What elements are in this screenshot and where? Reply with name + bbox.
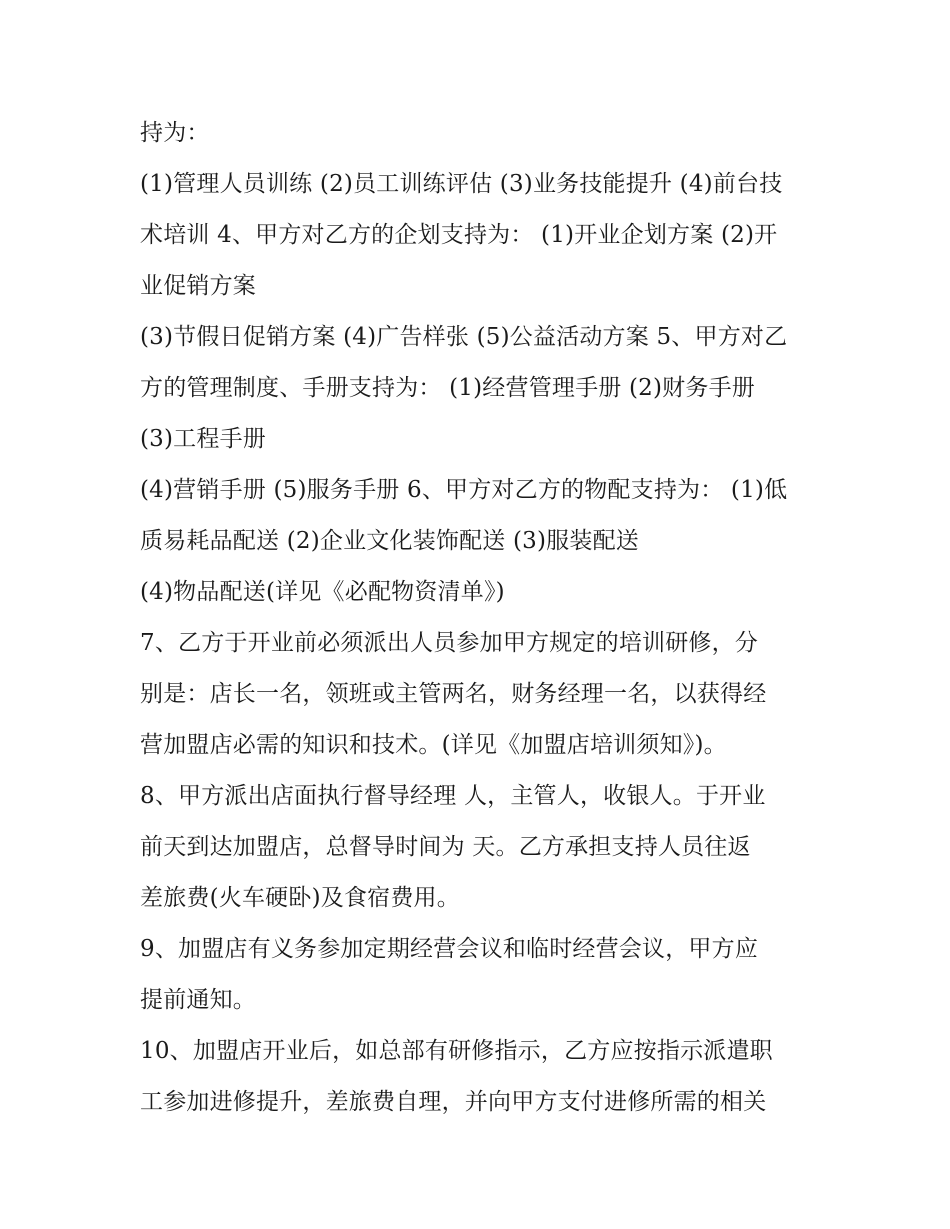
text-line: 工参加进修提升，差旅费自理，并向甲方支付进修所需的相关 bbox=[140, 1089, 767, 1115]
text-line: 9、加盟店有义务参加定期经营会议和临时经营会议，甲方应 bbox=[140, 936, 759, 962]
text-line: 提前通知。 bbox=[140, 987, 256, 1013]
text-line: 差旅费(火车硬卧)及食宿费用。 bbox=[140, 885, 460, 911]
text-line: (3)工程手册 bbox=[140, 426, 266, 452]
text-line: 前天到达加盟店，总督导时间为 天。乙方承担支持人员往返 bbox=[140, 834, 751, 860]
text-line: (4)物品配送(详见《必配物资清单》) bbox=[140, 579, 505, 605]
text-line: 8、甲方派出店面执行督导经理 人，主管人，收银人。于开业 bbox=[140, 783, 766, 809]
text-line: 方的管理制度、手册支持为： (1)经营管理手册 (2)财务手册 bbox=[140, 375, 755, 401]
text-line: 10、加盟店开业后，如总部有研修指示，乙方应按指示派遣职 bbox=[140, 1038, 773, 1064]
document-body bbox=[140, 108, 820, 1128]
text-line: 质易耗品配送 (2)企业文化装饰配送 (3)服装配送 bbox=[140, 528, 639, 554]
text-line: 术培训 4、甲方对乙方的企划支持为： (1)开业企划方案 (2)开 bbox=[140, 222, 778, 248]
text-line: 营加盟店必需的知识和技术。(详见《加盟店培训须知》)。 bbox=[140, 732, 727, 758]
text-line: (3)节假日促销方案 (4)广告样张 (5)公益活动方案 5、甲方对乙 bbox=[140, 324, 788, 350]
text-line: 业促销方案 bbox=[140, 273, 256, 299]
text-line: (4)营销手册 (5)服务手册 6、甲方对乙方的物配支持为： (1)低 bbox=[140, 477, 788, 503]
text-line: 别是：店长一名，领班或主管两名，财务经理一名，以获得经 bbox=[140, 681, 767, 707]
text-line: (1)管理人员训练 (2)员工训练评估 (3)业务技能提升 (4)前台技 bbox=[140, 171, 783, 197]
text-line: 7、乙方于开业前必须派出人员参加甲方规定的培训研修，分 bbox=[140, 630, 759, 656]
text-line: 持为： bbox=[140, 120, 210, 146]
